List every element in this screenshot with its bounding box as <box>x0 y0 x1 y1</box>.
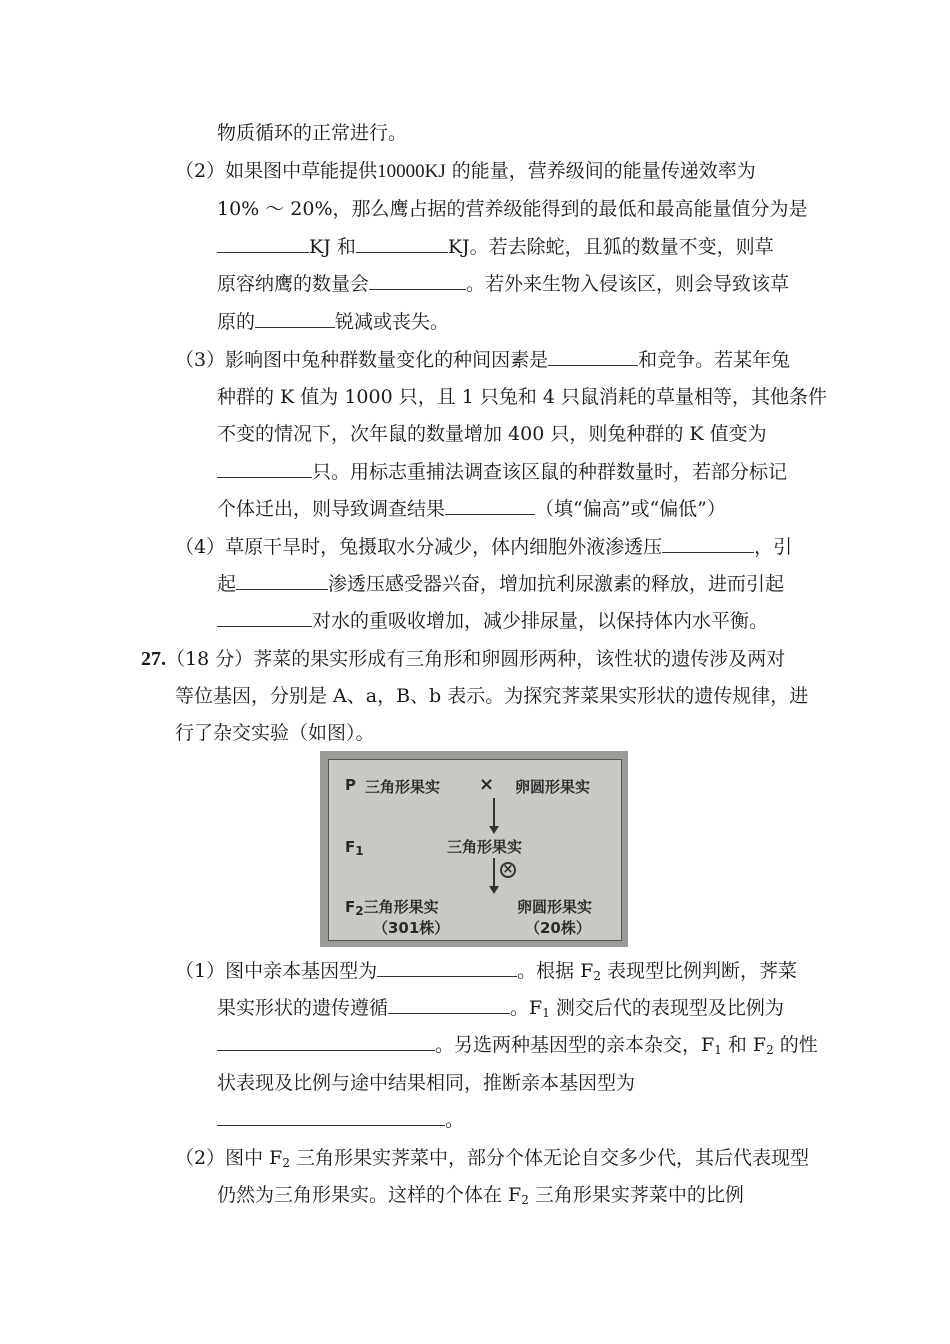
answer-blank[interactable] <box>377 958 517 977</box>
p-left-phenotype: 三角形果实 <box>365 778 441 796</box>
text: （2）如果图中草能提供 <box>175 160 378 182</box>
f1-letter: F <box>345 838 356 856</box>
f2-left-count: （301株） <box>373 919 450 937</box>
question-27-line-1 <box>141 646 785 672</box>
text: 和 F <box>721 1034 767 1056</box>
text: 果实形状的遗传遵循 <box>217 997 389 1019</box>
text: （18 分）荠菜的果实形成有三角形和卵圆形两种，该性状的遗传涉及两对 <box>166 648 786 670</box>
text: 。另选两种基因型的亲本杂交，F <box>435 1034 715 1056</box>
f2-right-count: （20株） <box>525 919 591 937</box>
arrow-head-icon <box>489 886 499 894</box>
f2-right-phenotype: 卵圆形果实 <box>517 898 593 916</box>
text: 的性 <box>773 1034 818 1056</box>
text: 仍然为三角形果实。这样的个体在 F <box>217 1184 522 1206</box>
text-line <box>217 608 768 634</box>
selfing-symbol-icon: × <box>500 862 516 878</box>
text: 原的 <box>217 311 256 333</box>
answer-blank[interactable] <box>662 534 754 553</box>
text-line <box>217 571 784 597</box>
answer-blank[interactable] <box>356 234 448 253</box>
p-generation-label: P <box>345 776 356 794</box>
answer-blank[interactable] <box>369 271 466 290</box>
text-line <box>217 234 774 260</box>
text: （1）图中亲本基因型为 <box>175 960 378 982</box>
text: KJ。若去除蛇，且狐的数量不变，则草 <box>447 236 774 258</box>
text: 10000KJ <box>377 161 446 182</box>
arrow-down-icon <box>493 798 495 828</box>
answer-blank[interactable] <box>548 347 638 366</box>
text: （4）草原干旱时，兔摄取水分减少，体内细胞外液渗透压 <box>175 536 663 558</box>
answer-blank[interactable] <box>217 234 309 253</box>
text-line: 行了杂交实验（如图）。 <box>175 722 375 744</box>
arrow-down-icon <box>493 858 495 888</box>
text-line <box>217 309 449 335</box>
text: 原容纳鹰的数量会 <box>217 273 370 295</box>
answer-blank[interactable] <box>445 496 535 515</box>
text-line: 物质循环的正常进行。 <box>217 122 408 144</box>
text: 。根据 F <box>517 960 594 982</box>
text: 。若外来生物入侵该区，则会导致该草 <box>466 273 790 295</box>
cross-diagram-panel <box>328 759 622 941</box>
text: 三角形果实荠菜中，部分个体无论自交多少代，其后代表现型 <box>289 1147 809 1169</box>
f1-label <box>345 838 364 856</box>
text: 锐减或丧失。 <box>335 311 450 333</box>
text: 。F <box>510 997 543 1019</box>
answer-blank[interactable] <box>217 1032 435 1051</box>
question-number: 27. <box>141 648 166 670</box>
question-2-line-1 <box>175 158 756 185</box>
text: 的能量，营养级间的能量传递效率为 <box>445 160 756 182</box>
text: 测交后代的表现型及比例为 <box>549 997 784 1019</box>
text: 只。用标志重捕法调查该区鼠的种群数量时，若部分标记 <box>312 461 788 483</box>
text-line: 不变的情况下，次年鼠的数量增加 400 只，则兔种群的 K 值变为 <box>217 423 767 445</box>
subscript: 2 <box>593 969 601 983</box>
text: 渗透压感受器兴奋，增加抗利尿激素的释放，进而引起 <box>328 573 785 595</box>
answer-blank[interactable] <box>255 309 335 328</box>
sub-question-2-line-1 <box>175 1145 809 1171</box>
f2-letter: F <box>345 898 356 916</box>
text: ，引 <box>754 536 793 558</box>
text-line <box>217 995 784 1021</box>
text: 起 <box>217 573 237 595</box>
text-line: 等位基因，分别是 A、a，B、b 表示。为探究荠菜果实形状的遗传规律，进 <box>175 685 809 707</box>
text: （2）图中 F <box>175 1147 283 1169</box>
question-3-line-1 <box>175 347 790 373</box>
f2-subscript: 2 <box>355 904 364 918</box>
text-line: 状表现及比例与途中结果相同，推断亲本基因型为 <box>217 1072 636 1094</box>
text-line <box>217 1182 744 1208</box>
answer-blank[interactable] <box>217 1107 445 1126</box>
subscript: 2 <box>282 1156 290 1170</box>
text-line <box>217 1032 818 1058</box>
p-right-phenotype: 卵圆形果实 <box>515 778 591 796</box>
text-line <box>217 1107 464 1133</box>
text-line: 种群的 K 值为 1000 只，且 1 只兔和 4 只鼠消耗的草量相等，其他条件 <box>217 386 828 408</box>
subscript: 2 <box>766 1043 774 1057</box>
text: （3）影响图中兔种群数量变化的种间因素是 <box>175 349 549 371</box>
text-line: 10% ～ 20%，那么鹰占据的营养级能得到的最低和最高能量值分为是 <box>217 198 808 220</box>
text-line <box>217 459 787 485</box>
answer-blank[interactable] <box>217 459 312 478</box>
text: （填“偏高”或“偏低”） <box>535 498 726 520</box>
answer-blank[interactable] <box>236 571 328 590</box>
subscript: 1 <box>714 1043 722 1057</box>
text: 和竞争。若某年兔 <box>638 349 791 371</box>
cross-diagram <box>320 751 628 947</box>
subscript: 2 <box>521 1193 529 1207</box>
text: 对水的重吸收增加，减少排尿量，以保持体内水平衡。 <box>312 610 769 632</box>
subscript: 1 <box>542 1006 550 1020</box>
text: 三角形果实荠菜中的比例 <box>528 1184 744 1206</box>
sub-question-1-line-1 <box>175 958 797 984</box>
f2-row <box>345 896 439 917</box>
f1-phenotype: 三角形果实 <box>447 838 523 856</box>
text: KJ 和 <box>309 236 356 258</box>
text: 表现型比例判断，荠菜 <box>600 960 798 982</box>
text-line <box>217 496 726 522</box>
text: 。 <box>445 1109 465 1131</box>
arrow-head-icon <box>489 826 499 834</box>
f2-left-phenotype: 三角形果实 <box>363 898 439 916</box>
f1-subscript: 1 <box>355 844 364 858</box>
question-4-line-1 <box>175 534 792 560</box>
answer-blank[interactable] <box>388 995 510 1014</box>
text-line <box>217 271 789 297</box>
answer-blank[interactable] <box>217 608 312 627</box>
cross-symbol: × <box>479 774 495 795</box>
text: 个体迁出，则导致调查结果 <box>217 498 446 520</box>
